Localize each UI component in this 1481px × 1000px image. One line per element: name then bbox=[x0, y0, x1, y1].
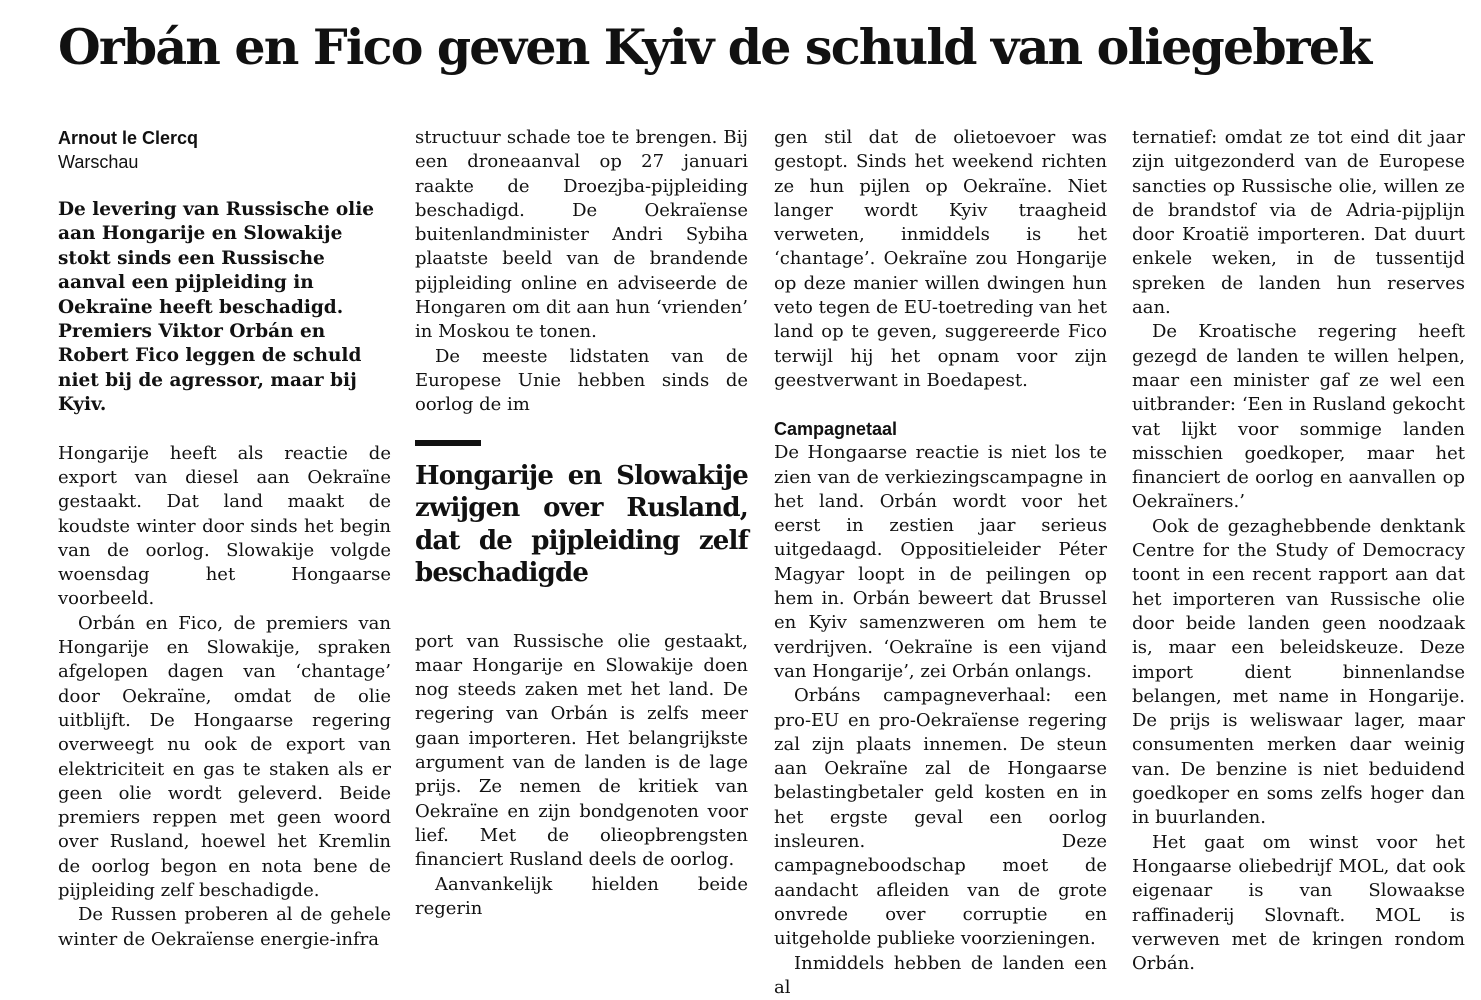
article-column-2 bbox=[415, 126, 748, 921]
body-paragraph: De Russen proberen al de gehele winter de Oekraïense energie-infra bbox=[58, 903, 391, 952]
body-paragraph: Inmiddels hebben de landen een al bbox=[774, 952, 1107, 1000]
body-paragraph: structuur schade toe te brengen. Bij een droneaanval op 27 januari raakte de Droezjba-pijpleiding beschadigd. De Oekraïense buitenlandminister Andri Sybiha plaatste beeld van de brandende pijpleiding online en adviseerde de Hongaren om dit aan hun ‘vrienden’ in Moskou te tonen. bbox=[415, 126, 748, 345]
article-column-4 bbox=[1132, 126, 1465, 976]
body-paragraph: De Hongaarse reactie is niet los te zien van de verkiezingscampagne in het land. Orbán wordt voor het eerst in zestien jaar serieus uitgedaagd. Oppositieleider Péter Magyar loopt in de peilingen op hem in. Orbán beweert dat Brussel en Kyiv samenzweren om hem te verdrijven. ‘Oekraïne is een vijand van Hongarije’, zei Orbán onlangs. bbox=[774, 441, 1107, 684]
body-paragraph: Orbán en Fico, de premiers van Hongarije en Slowakije, spraken afgelopen dagen van ‘chantage’ door Oekraïne, omdat de olie uitblijft. De Hongaarse regering overweegt nu ook de export van elektriciteit en gas te staken als er geen olie wordt geleverd. Beide premiers reppen met geen woord over Rusland, hoewel het Kremlin de oorlog begon en nota bene de pijpleiding zelf beschadigde. bbox=[58, 612, 391, 904]
article-column-3 bbox=[774, 126, 1107, 1000]
body-paragraph: port van Russische olie gestaakt, maar Hongarije en Slowakije doen nog steeds zaken met het land. De regering van Orbán is zelfs meer gaan importeren. Het belangrijkste argument van de landen is de lage prijs. Ze nemen de kritiek van Oekraïne en zijn bondgenoten voor lief. Met de olieopbrengsten financiert Rusland deels de oorlog. bbox=[415, 630, 748, 873]
byline: Arnout le Clercq bbox=[58, 126, 391, 150]
pullquote-bar bbox=[415, 440, 481, 446]
lead-paragraph: De levering van Russische olie aan Hongarije en Slowakije stokt sinds een Russische aanval een pijpleiding in Oekraïne heeft beschadigd. Premiers Viktor Orbán en Robert Fico leggen de schuld niet bij de agressor, maar bij Kyiv. bbox=[58, 198, 391, 418]
body-paragraph: ternatief: omdat ze tot eind dit jaar zijn uitgezonderd van de Europese sancties op Russische olie, willen ze de brandstof via de Adria-pijplijn door Kroatië importeren. Dat duurt enkele weken, in de tussentijd spreken de landen hun reserves aan. bbox=[1132, 126, 1465, 320]
body-paragraph: Aanvankelijk hielden beide regerin bbox=[415, 873, 748, 922]
dateline: Warschau bbox=[58, 150, 391, 174]
body-paragraph: De Kroatische regering heeft gezegd de landen te willen helpen, maar een minister gaf ze wel een uitbrander: ‘Een in Rusland gekocht vat lijkt voor sommige landen misschien goedkoper, maar het financiert de oorlog en aanvallen op Oekraïners.’ bbox=[1132, 320, 1465, 514]
body-paragraph: gen stil dat de olietoevoer was gestopt. Sinds het weekend richten ze hun pijlen op Oekraïne. Niet langer wordt Kyiv traagheid verweten, inmiddels is het ‘chantage’. Oekraïne zou Hongarije op deze manier willen dwingen hun veto tegen de EU-toetreding van het land op te geven, suggereerde Fico terwijl hij het opnam voor zijn geestverwant in Boedapest. bbox=[774, 126, 1107, 393]
body-paragraph: Orbáns campagneverhaal: een pro-EU en pro-Oekraïense regering zal zijn plaats innemen. De steun aan Oekraïne zal de Hongaarse belastingbetaler geld kosten en in het ergste geval een oorlog insleuren. Deze campagneboodschap moet de aandacht afleiden van de grote onvrede over corruptie en uitgeholde publieke voorzieningen. bbox=[774, 684, 1107, 951]
pullquote: Hongarije en Slowakije zwijgen over Rusland, dat de pijpleiding zelf beschadigde bbox=[415, 460, 748, 590]
headline: Orbán en Fico geven Kyiv de schuld van oliegebrek bbox=[58, 14, 1468, 80]
body-paragraph: Ook de gezaghebbende denktank Centre for the Study of Democracy toont in een recent rapport aan dat het importeren van Russische olie door beide landen geen noodzaak is, maar een beleidskeuze. Deze import dient binnenlandse belangen, met name in Hongarije. De prijs is weliswaar lager, maar consumenten merken daar weinig van. De benzine is niet beduidend goedkoper en soms zelfs hoger dan in buurlanden. bbox=[1132, 515, 1465, 831]
body-paragraph: De meeste lidstaten van de Europese Unie hebben sinds de oorlog de im bbox=[415, 345, 748, 418]
body-paragraph: Het gaat om winst voor het Hongaarse oliebedrijf MOL, dat ook eigenaar is van Slowaakse raffinaderij Slovnaft. MOL is verweven met de kringen rondom Orbán. bbox=[1132, 831, 1465, 977]
pullquote-block bbox=[415, 440, 748, 590]
article-column-1 bbox=[58, 126, 391, 952]
subheading: Campagnetaal bbox=[774, 417, 1107, 441]
body-paragraph: Hongarije heeft als reactie de export van diesel aan Oekraïne gestaakt. Dat land maakt de koudste winter door sinds het begin van de oorlog. Slowakije volgde woensdag het Hongaarse voorbeeld. bbox=[58, 442, 391, 612]
